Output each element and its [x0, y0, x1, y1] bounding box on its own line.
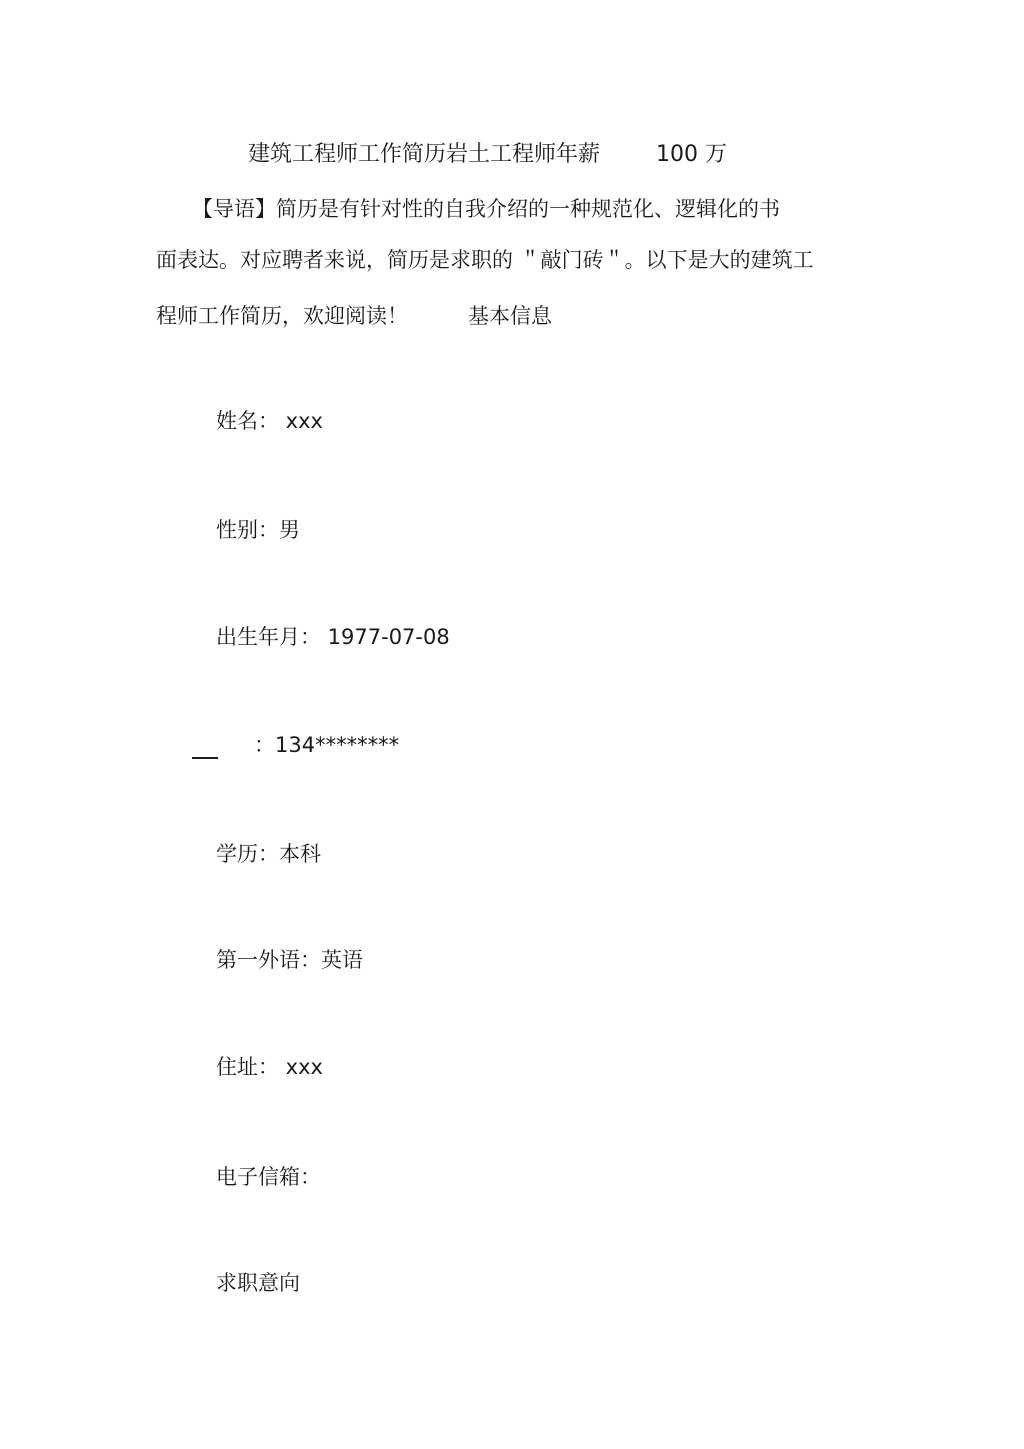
phone-label-blank — [192, 735, 218, 759]
field-address: 住址： xxx — [216, 1055, 323, 1079]
title-salary: 100 万 — [656, 142, 728, 167]
intro-line-3 — [156, 302, 552, 330]
field-foreign-language: 第一外语：英语 — [216, 948, 363, 972]
intro-line-2: 面表达。对应聘者来说，简历是求职的 ＂敲门砖＂。以下是大的建筑工 — [156, 248, 814, 272]
phone-value: ：134******** — [254, 733, 400, 757]
field-name: 姓名： xxx — [216, 409, 323, 433]
title-text: 建筑工程师工作简历岩土工程师年薪 — [248, 142, 601, 167]
intro-line-3-text: 程师工作简历，欢迎阅读！ — [156, 304, 408, 328]
section-heading-basic-info: 基本信息 — [468, 304, 552, 328]
field-email: 电子信箱： — [216, 1165, 321, 1189]
field-education: 学历：本科 — [216, 842, 321, 866]
field-phone — [192, 731, 399, 759]
document-title — [248, 141, 727, 169]
field-birth-date: 出生年月： 1977-07-08 — [216, 625, 450, 649]
field-gender: 性别：男 — [216, 518, 300, 542]
section-job-intent: 求职意向 — [216, 1271, 300, 1295]
intro-line-1: 【导语】简历是有针对性的自我介绍的一种规范化、逻辑化的书 — [192, 197, 780, 221]
